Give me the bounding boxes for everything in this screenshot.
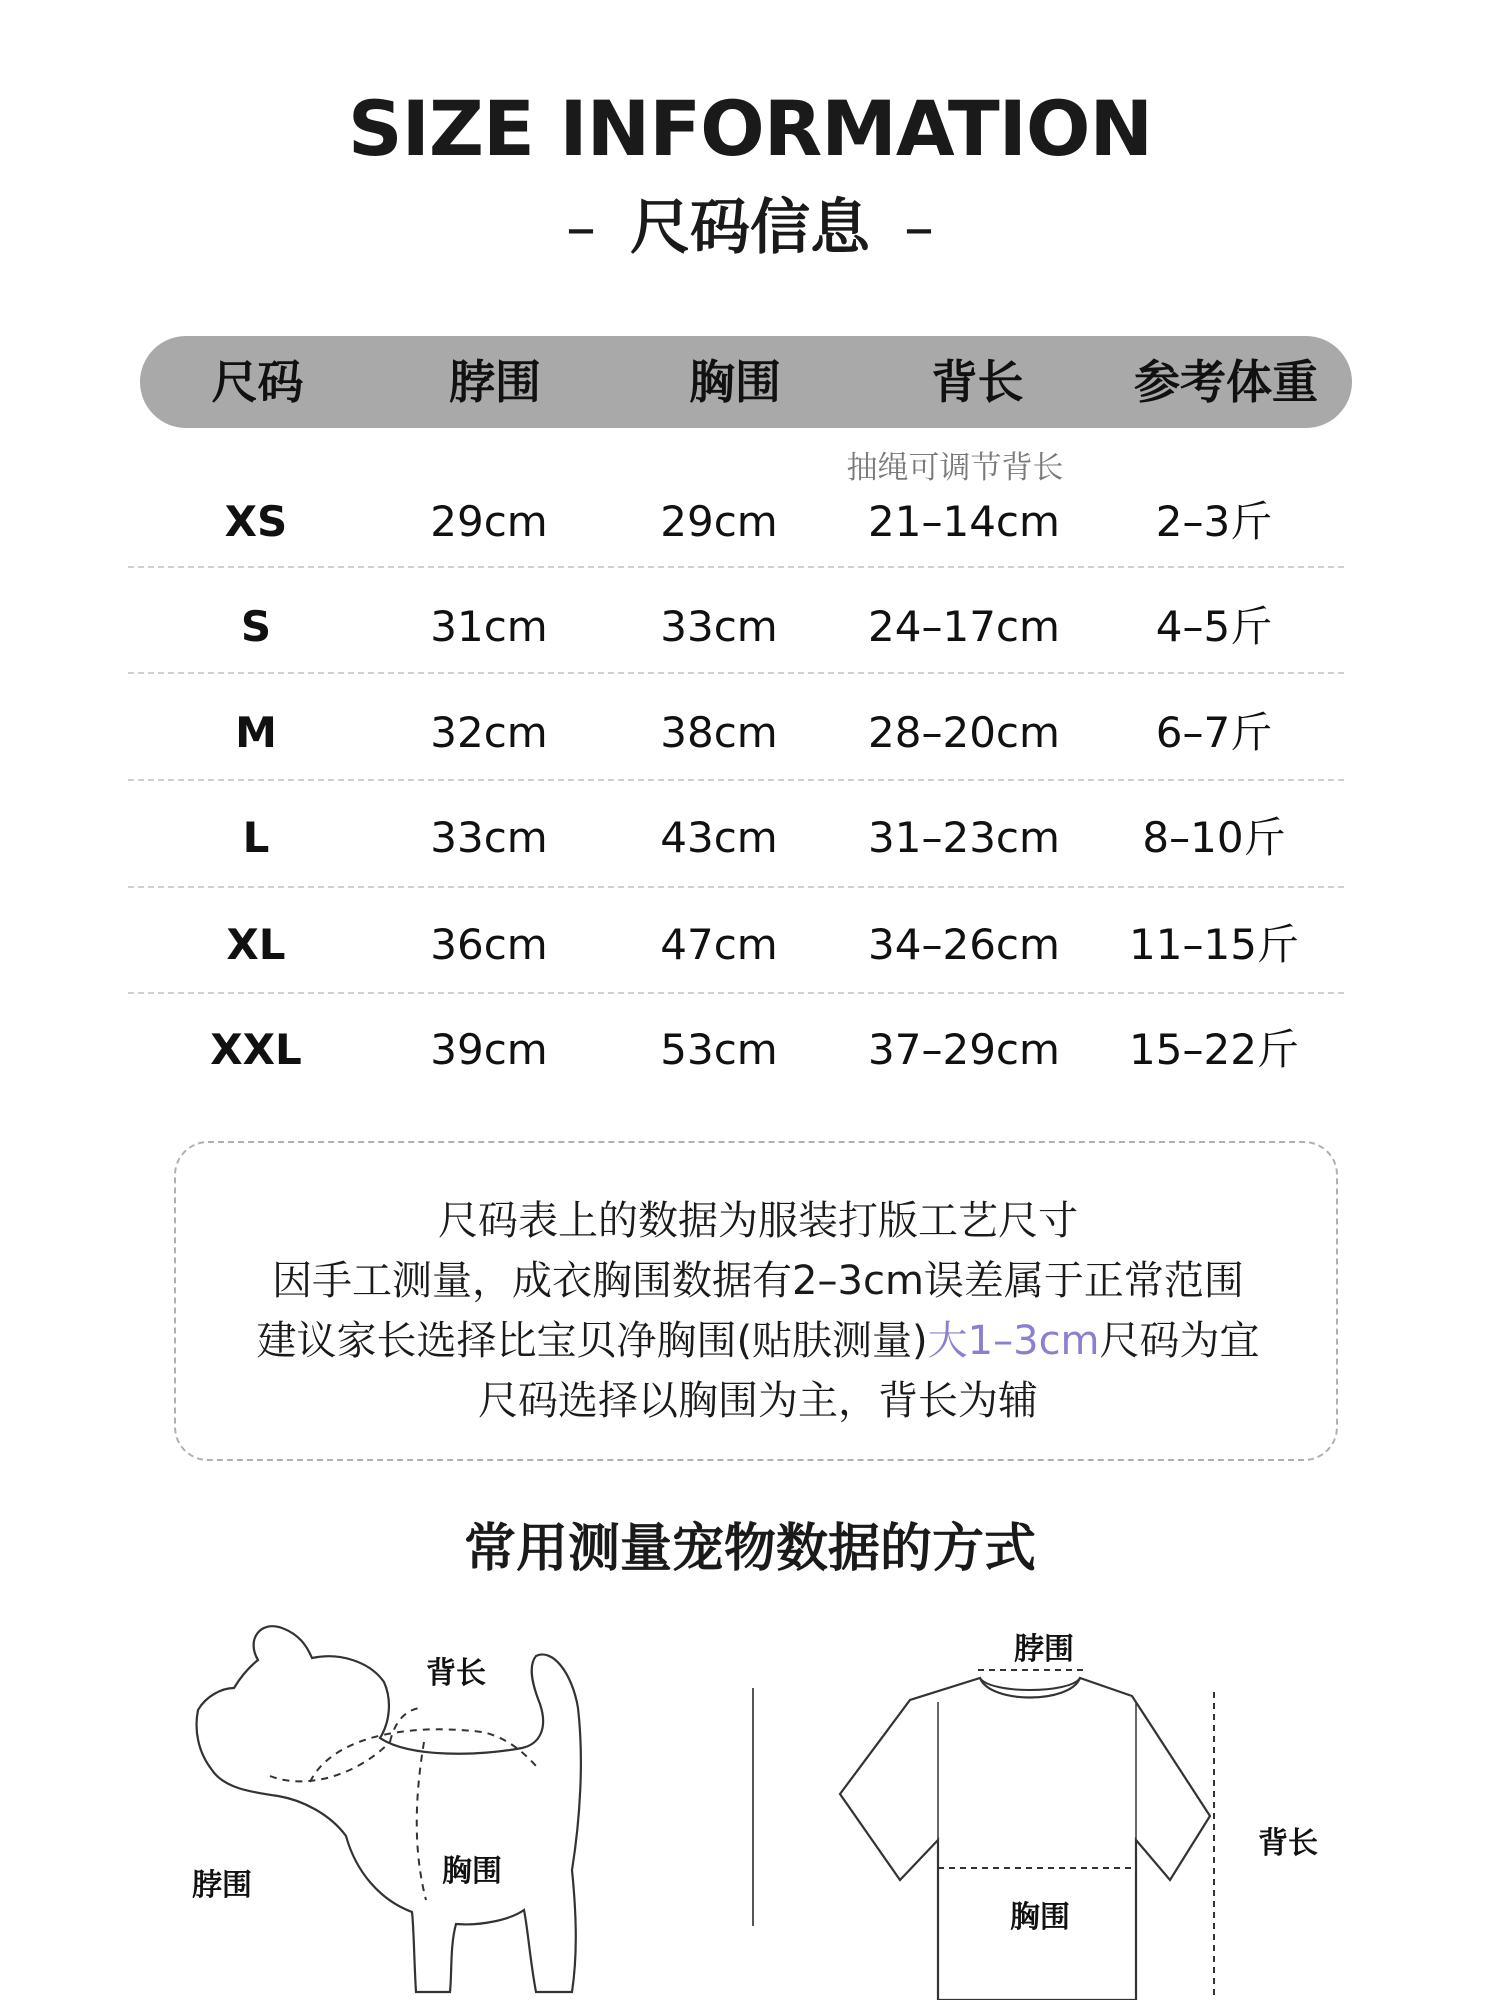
- cell-size: XXL: [210, 1025, 302, 1074]
- note-line-1: 尺码表上的数据为服装打版工艺尺寸: [438, 1198, 1078, 1244]
- cell-chest: 43cm: [660, 813, 778, 862]
- table-row: [128, 998, 1344, 1102]
- page-title: SIZE INFORMATION: [347, 84, 1153, 173]
- dog-chest-label: 胸围: [442, 1854, 502, 1889]
- shirt-measure-diagram: [830, 1600, 1350, 2000]
- column-header-back-length: 背长: [931, 355, 1024, 409]
- note-line-3-end: 尺码为宜: [1099, 1318, 1260, 1364]
- column-header-chest: 胸围: [689, 355, 781, 409]
- table-row: [128, 575, 1344, 679]
- cell-chest: 38cm: [660, 708, 778, 757]
- table-row: [128, 681, 1344, 785]
- dog-back-length-label: 背长: [426, 1656, 486, 1691]
- cell-chest: 33cm: [660, 602, 778, 651]
- note-highlight: 大1–3cm: [927, 1318, 1100, 1364]
- cell-size: XL: [226, 920, 286, 969]
- cell-size: M: [235, 708, 277, 757]
- shirt-neck-label: 脖围: [1014, 1632, 1074, 1667]
- note-line-4: 尺码选择以胸围为主，背长为辅: [478, 1378, 1038, 1424]
- cell-neck: 39cm: [430, 1025, 548, 1074]
- shirt-chest-label: 胸围: [1010, 1900, 1070, 1935]
- table-row: [128, 893, 1344, 997]
- cell-chest: 53cm: [660, 1025, 778, 1074]
- cell-back-length: 24–17cm: [868, 602, 1060, 651]
- cell-size: XS: [224, 497, 288, 546]
- cell-back-length: 31–23cm: [868, 813, 1060, 862]
- column-header-neck: 脖围: [449, 355, 541, 409]
- row-divider: [128, 566, 1344, 568]
- back-length-adjustable-note: 抽绳可调节背长: [846, 450, 1064, 486]
- cell-weight: 4–5斤: [1155, 602, 1273, 651]
- dog-neck-label: 脖围: [192, 1868, 252, 1903]
- diagram-divider: [752, 1688, 754, 1926]
- shirt-back-length-label: 背长: [1258, 1826, 1318, 1861]
- cell-back-length: 34–26cm: [868, 920, 1060, 969]
- cell-weight: 11–15斤: [1129, 920, 1299, 969]
- cell-weight: 15–22斤: [1129, 1025, 1299, 1074]
- cell-chest: 29cm: [660, 497, 778, 546]
- subtitle-text: 尺码信息: [630, 193, 870, 263]
- cell-back-length: 28–20cm: [868, 708, 1060, 757]
- subtitle-dash-right: –: [904, 193, 934, 263]
- row-divider: [128, 779, 1344, 781]
- size-notes-box: [174, 1141, 1338, 1461]
- note-line-3-start: 建议家长选择比宝贝净胸围(贴肤测量): [256, 1318, 928, 1364]
- column-header-weight: 参考体重: [1134, 355, 1318, 409]
- cell-weight: 6–7斤: [1155, 708, 1273, 757]
- cell-chest: 47cm: [660, 920, 778, 969]
- note-line-3: [176, 1309, 1340, 1366]
- page-subtitle: [0, 180, 1500, 266]
- subtitle-dash-left: –: [566, 193, 596, 263]
- measure-section-title: 常用测量宠物数据的方式: [463, 1519, 1036, 1579]
- cell-size: L: [242, 813, 270, 862]
- dog-measure-diagram: [180, 1600, 640, 2000]
- cell-weight: 2–3斤: [1155, 497, 1273, 546]
- size-table-header: [140, 336, 1352, 428]
- shirt-outline-icon: [830, 1600, 1350, 2000]
- cell-neck: 33cm: [430, 813, 548, 862]
- table-row: [128, 470, 1344, 574]
- cell-back-length: 21–14cm: [868, 497, 1060, 546]
- row-divider: [128, 672, 1344, 674]
- dog-outline-icon: [180, 1600, 640, 2000]
- cell-neck: 36cm: [430, 920, 548, 969]
- cell-size: S: [240, 602, 272, 651]
- row-divider: [128, 886, 1344, 888]
- cell-back-length: 37–29cm: [868, 1025, 1060, 1074]
- cell-weight: 8–10斤: [1142, 813, 1286, 862]
- row-divider: [128, 992, 1344, 994]
- note-line-2: 因手工测量，成衣胸围数据有2–3cm误差属于正常范围: [272, 1258, 1244, 1304]
- cell-neck: 29cm: [430, 497, 548, 546]
- cell-neck: 31cm: [430, 602, 548, 651]
- table-row: [128, 786, 1344, 890]
- column-header-size: 尺码: [211, 355, 304, 409]
- cell-neck: 32cm: [430, 708, 548, 757]
